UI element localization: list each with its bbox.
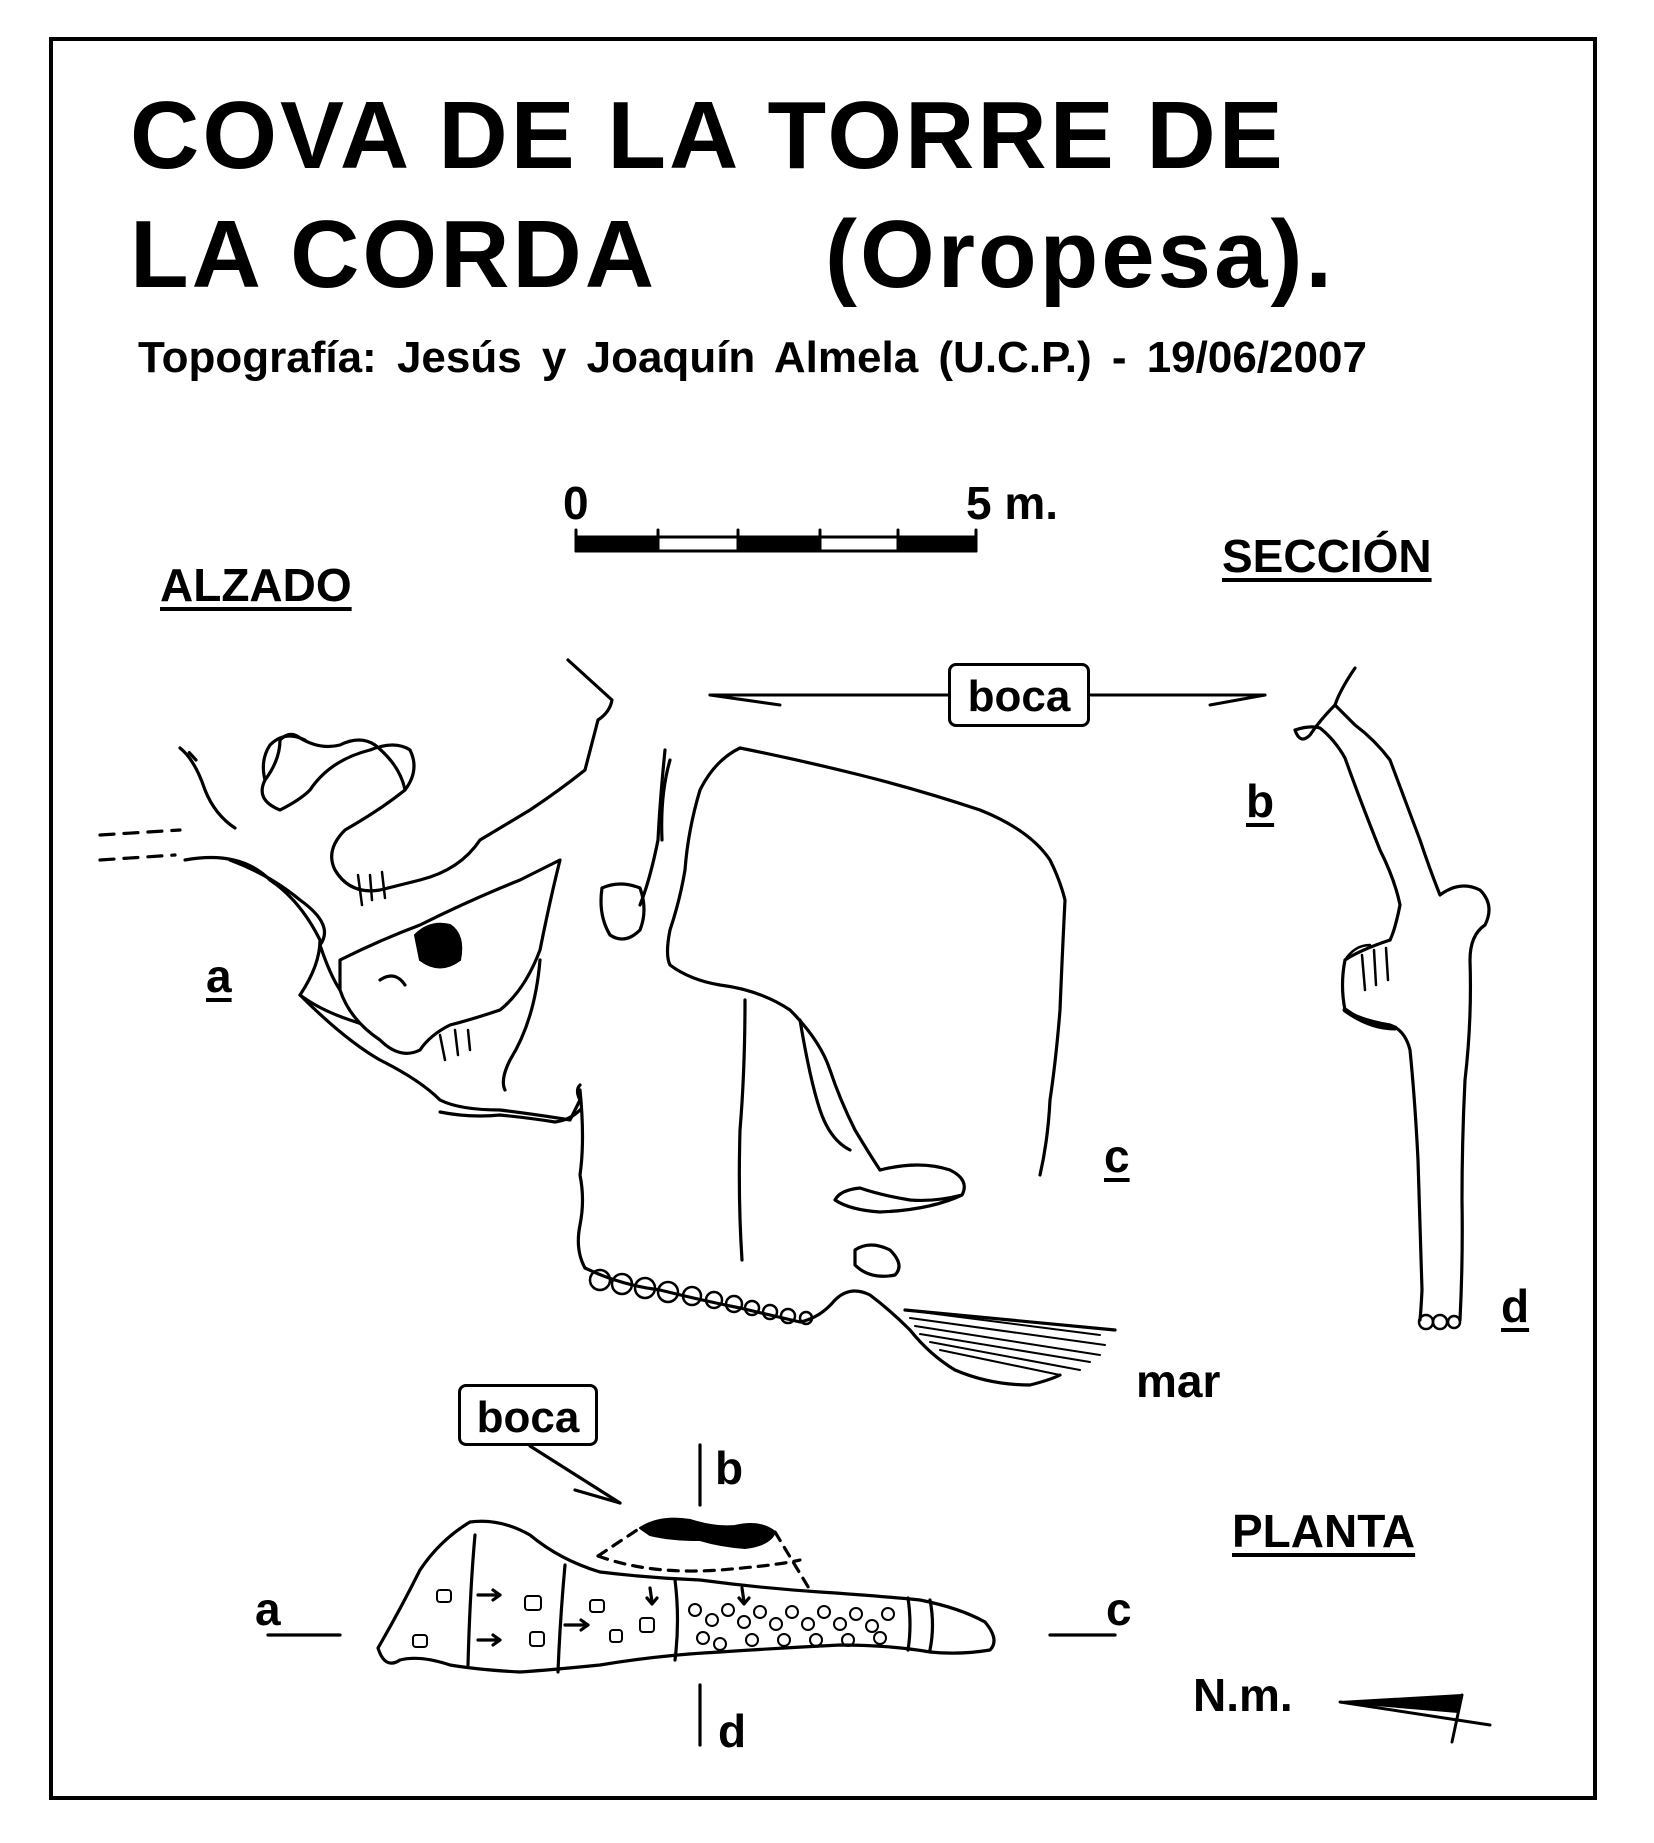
sea-label: mar	[1136, 1355, 1221, 1407]
elevation-heading: ALZADO	[160, 559, 352, 611]
plan-heading: PLANTA	[1232, 1505, 1416, 1557]
plan-view	[268, 1442, 1115, 1745]
scale-bar	[576, 530, 976, 551]
section-profile	[1295, 668, 1489, 1329]
marker-d-plan: d	[718, 1705, 747, 1757]
marker-a-elevation: a	[206, 950, 232, 1002]
entrance-box-plan: boca	[458, 1384, 598, 1446]
section-heading: SECCIÓN	[1222, 530, 1432, 582]
marker-c-elevation: c	[1104, 1130, 1130, 1182]
map-title-line-2: LA CORDA	[130, 201, 658, 308]
entrance-leader-elevation	[710, 695, 1265, 705]
marker-a-plan: a	[255, 1583, 281, 1635]
map-title-line-1: COVA DE LA TORRE DE	[130, 82, 1286, 189]
elevation-profile	[100, 660, 1115, 1385]
north-arrow-icon	[1340, 1695, 1490, 1742]
scale-start-label: 0	[563, 477, 589, 529]
entrance-box-elevation: boca	[948, 663, 1090, 727]
marker-c-plan: c	[1106, 1583, 1132, 1635]
scale-end-label: 5 m.	[966, 477, 1059, 529]
map-title-place: (Oropesa).	[825, 201, 1336, 308]
marker-d-section: d	[1501, 1280, 1530, 1332]
marker-b-section: b	[1246, 775, 1275, 827]
survey-credit: Topografía: Jesús y Joaquín Almela (U.C.P.) - 19/06/2007	[138, 333, 1367, 382]
north-label: N.m.	[1193, 1669, 1293, 1721]
marker-b-plan: b	[715, 1442, 744, 1494]
